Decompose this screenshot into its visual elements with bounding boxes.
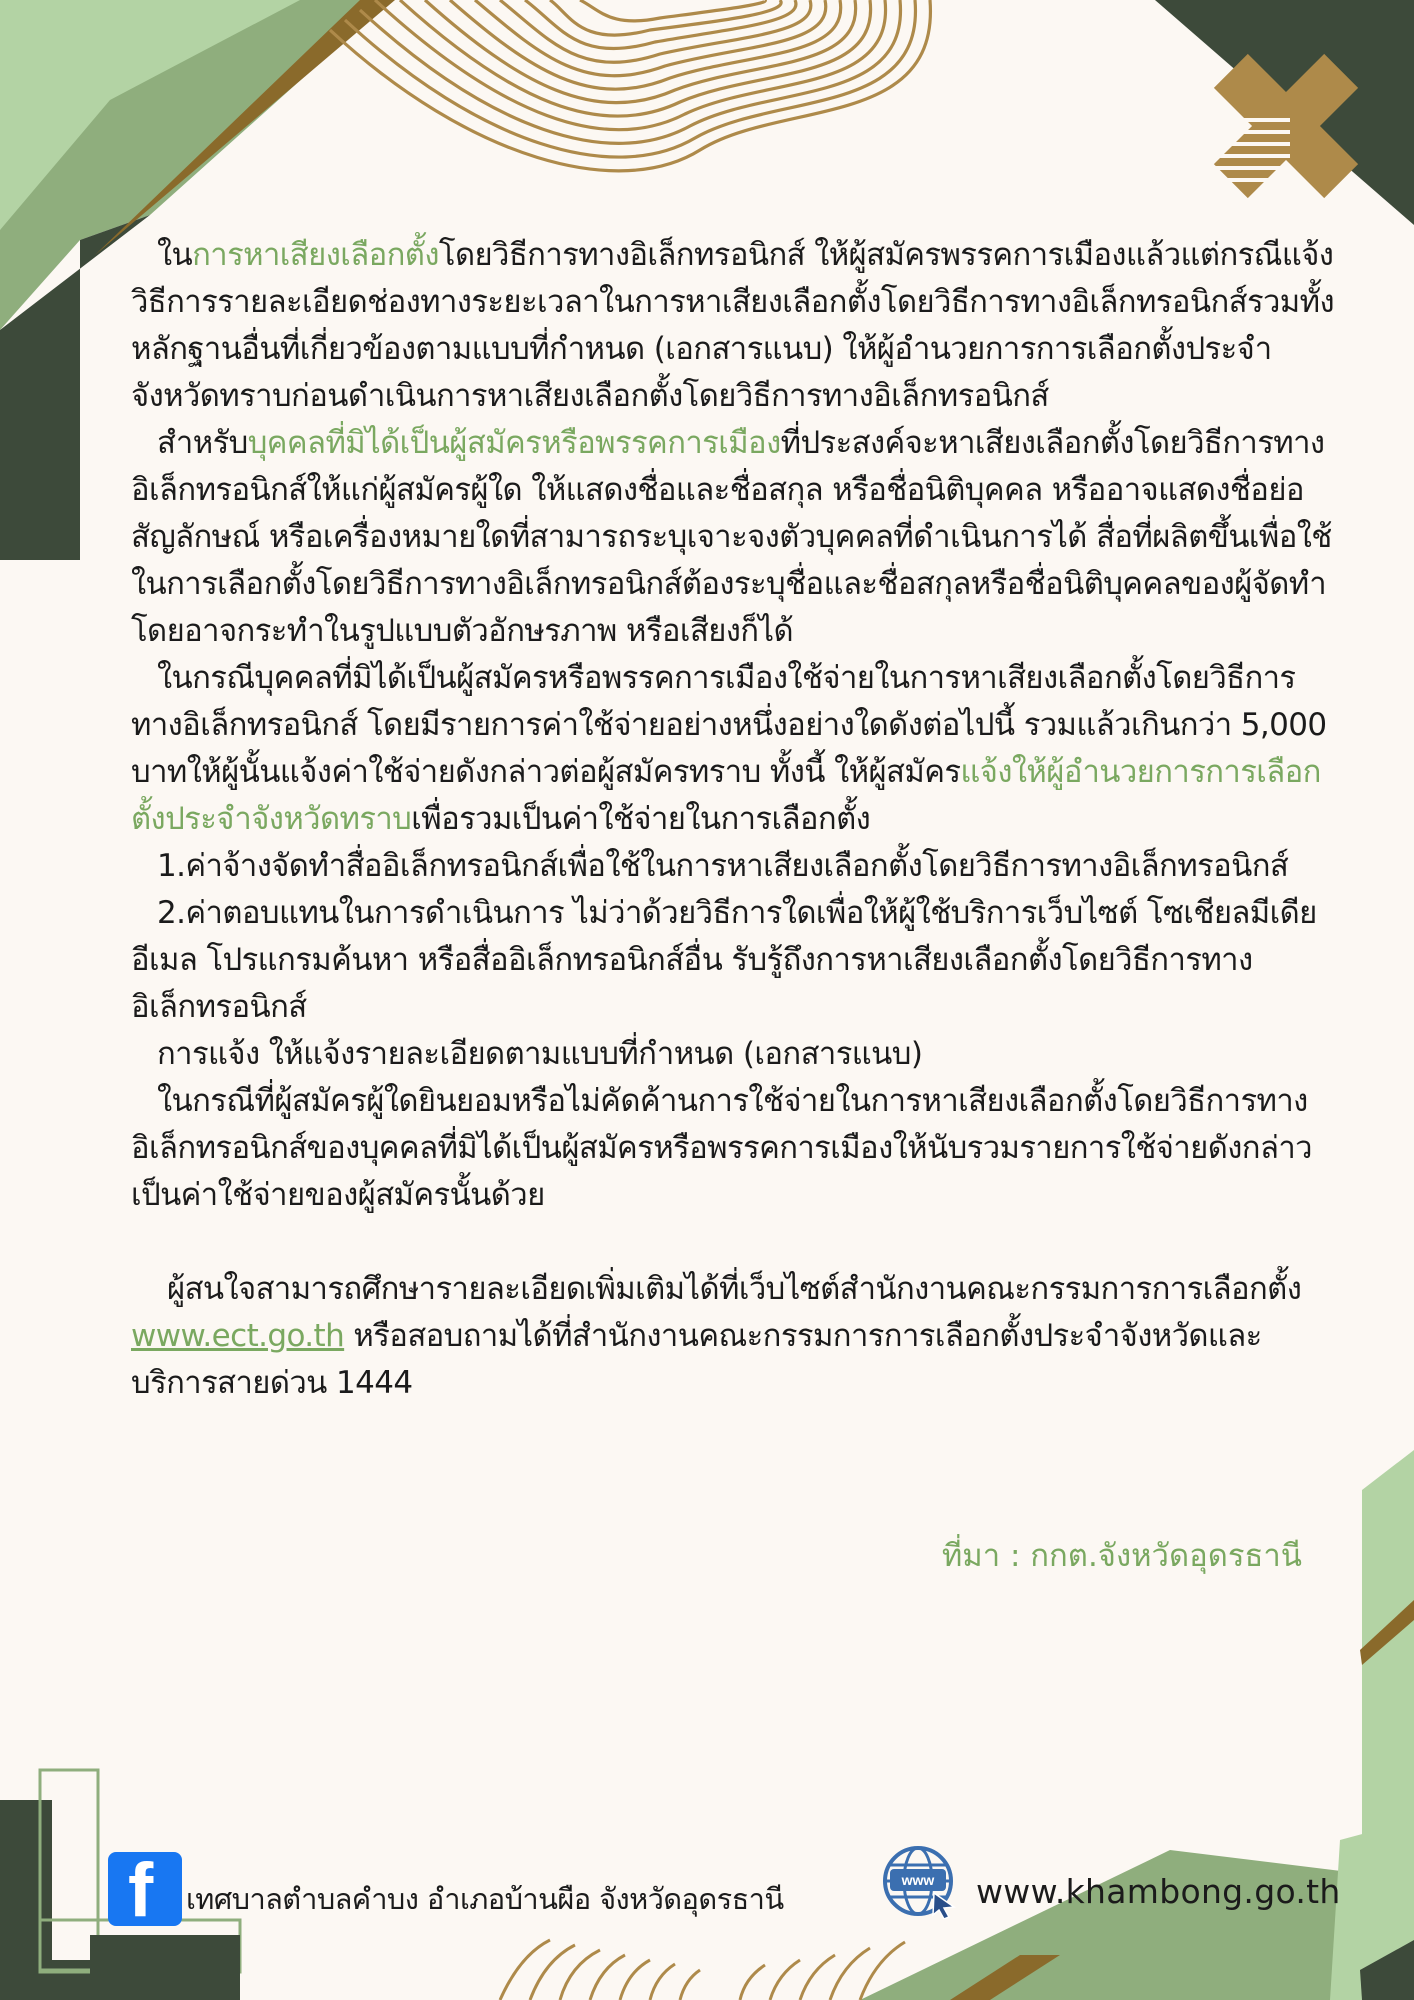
text: หรือสอบถามได้ที่สำนักงานคณะกรรมการการเลือกตั้งประจำจังหวัดและบริการสายด่วน 1444 [131,1318,1262,1401]
spacer [131,1219,1336,1266]
paragraph-3 [131,655,1336,843]
list-item-1: 1.ค่าจ้างจัดทำสื่ออิเล็กทรอนิกส์เพื่อใช้ในการหาเสียงเลือกตั้งโดยวิธีการทางอิเล็กทรอนิกส์ [157,848,1289,884]
text: เพื่อรวมเป็นค่าใช้จ่ายในการเลือกตั้ง [411,801,871,837]
footer-website[interactable]: www.khambong.go.th [976,1872,1341,1911]
text: ใน [157,237,193,273]
paragraph-2 [131,420,1336,655]
text: ในกรณีบุคคลที่มิได้เป็นผู้สมัครหรือพรรคการเมืองใช้จ่ายในการหาเสียงเลือกตั้งโดยวิธีการทางอิเล็กทรอนิกส์ โดยมีรายการค่าใช้จ่ายอย่างหนึ่งอย่างใดดังต่อไปนี้ รวมแล้วเกินกว่า 5,000 บาทให้ผู้นั้นแจ้งค่าใช้จ่ายดังกล่าวต่อผู้สมัครทราบ ทั้งนี้ ให้ผู้สมัคร [131,660,1327,790]
paragraph-1 [131,232,1336,420]
highlight-text: การหาเสียงเลือกตั้ง [192,237,439,273]
article-body [131,232,1336,1407]
highlight-text: บุคคลที่มิได้เป็นผู้สมัครหรือพรรคการเมือง [247,425,781,461]
paragraph-4: การแจ้ง ให้แจ้งรายละเอียดตามแบบที่กำหนด (เอกสารแนบ) [157,1036,923,1072]
highlight-text: แจ้งให้ผู้อำนวยการการเลือกตั้งประจำจังหวัดทราบ [131,754,1321,837]
globe-www-icon[interactable] [882,1843,958,1919]
text: ผู้สนใจสามารถศึกษารายละเอียดเพิ่มเติมได้ที่เว็บไซต์สำนักงานคณะกรรมการการเลือกตั้ง [167,1271,1302,1307]
contact-paragraph [131,1266,1336,1407]
facebook-icon[interactable] [108,1848,182,1933]
text: โดยวิธีการทางอิเล็กทรอนิกส์ ให้ผู้สมัครพรรคการเมืองแล้วแต่กรณีแจ้งวิธีการรายละเอียดช่องทางระยะเวลาในการหาเสียงเลือกตั้งโดยวิธีการทางอิเล็กทรอนิกส์รวมทั้งหลักฐานอื่นที่เกี่ยวข้องตามแบบที่กำหนด (เอกสารแนบ) ให้ผู้อำนวยการการเลือกตั้งประจำจังหวัดทราบก่อนดำเนินการหาเสียงเลือกตั้งโดยวิธีการทางอิเล็กทรอนิกส์ [131,237,1335,414]
facebook-letter: f [128,1848,154,1933]
ect-website-link[interactable]: www.ect.go.th [131,1318,345,1354]
list-item-2: 2.ค่าตอบแทนในการดำเนินการ ไม่ว่าด้วยวิธีการใดเพื่อให้ผู้ใช้บริการเว็บไซต์ โซเชียลมีเดีย อีเมล โปรแกรมค้นหา หรือสื่ออิเล็กทรอนิกส์อื่น รับรู้ถึงการหาเสียงเลือกตั้งโดยวิธีการทางอิเล็กทรอนิกส์ [131,895,1317,1025]
www-badge: www [901,1872,935,1888]
text: ที่ประสงค์จะหาเสียงเลือกตั้งโดยวิธีการทางอิเล็กทรอนิกส์ให้แก่ผู้สมัครผู้ใด ให้แสดงชื่อและชื่อสกุล หรือชื่อนิติบุคคล หรืออาจแสดงชื่อย่อ สัญลักษณ์ หรือเครื่องหมายใดที่สามารถระบุเจาะจงตัวบุคคลที่ดำเนินการได้ สื่อที่ผลิตขึ้นเพื่อใช้ในการเลือกตั้งโดยวิธีการทางอิเล็กทรอนิกส์ต้องระบุชื่อและชื่อสกุลหรือชื่อนิติบุคคลของผู้จัดทำ โดยอาจกระทำในรูปแบบตัวอักษรภาพ หรือเสียงก็ได้ [131,425,1332,649]
paragraph-5: ในกรณีที่ผู้สมัครผู้ใดยินยอมหรือไม่คัดค้านการใช้จ่ายในการหาเสียงเลือกตั้งโดยวิธีการทางอิเล็กทรอนิกส์ของบุคคลที่มิได้เป็นผู้สมัครหรือพรรคการเมืองให้นับรวมรายการใช้จ่ายดังกล่าวเป็นค่าใช้จ่ายของผู้สมัครนั้นด้วย [131,1083,1312,1213]
text: สำหรับ [157,425,248,461]
source-credit: ที่มา : กกต.จังหวัดอุดรธานี [941,1538,1302,1574]
footer-organization: เทศบาลตำบลคำบง อำเภอบ้านผือ จังหวัดอุดรธานี [186,1882,784,1916]
